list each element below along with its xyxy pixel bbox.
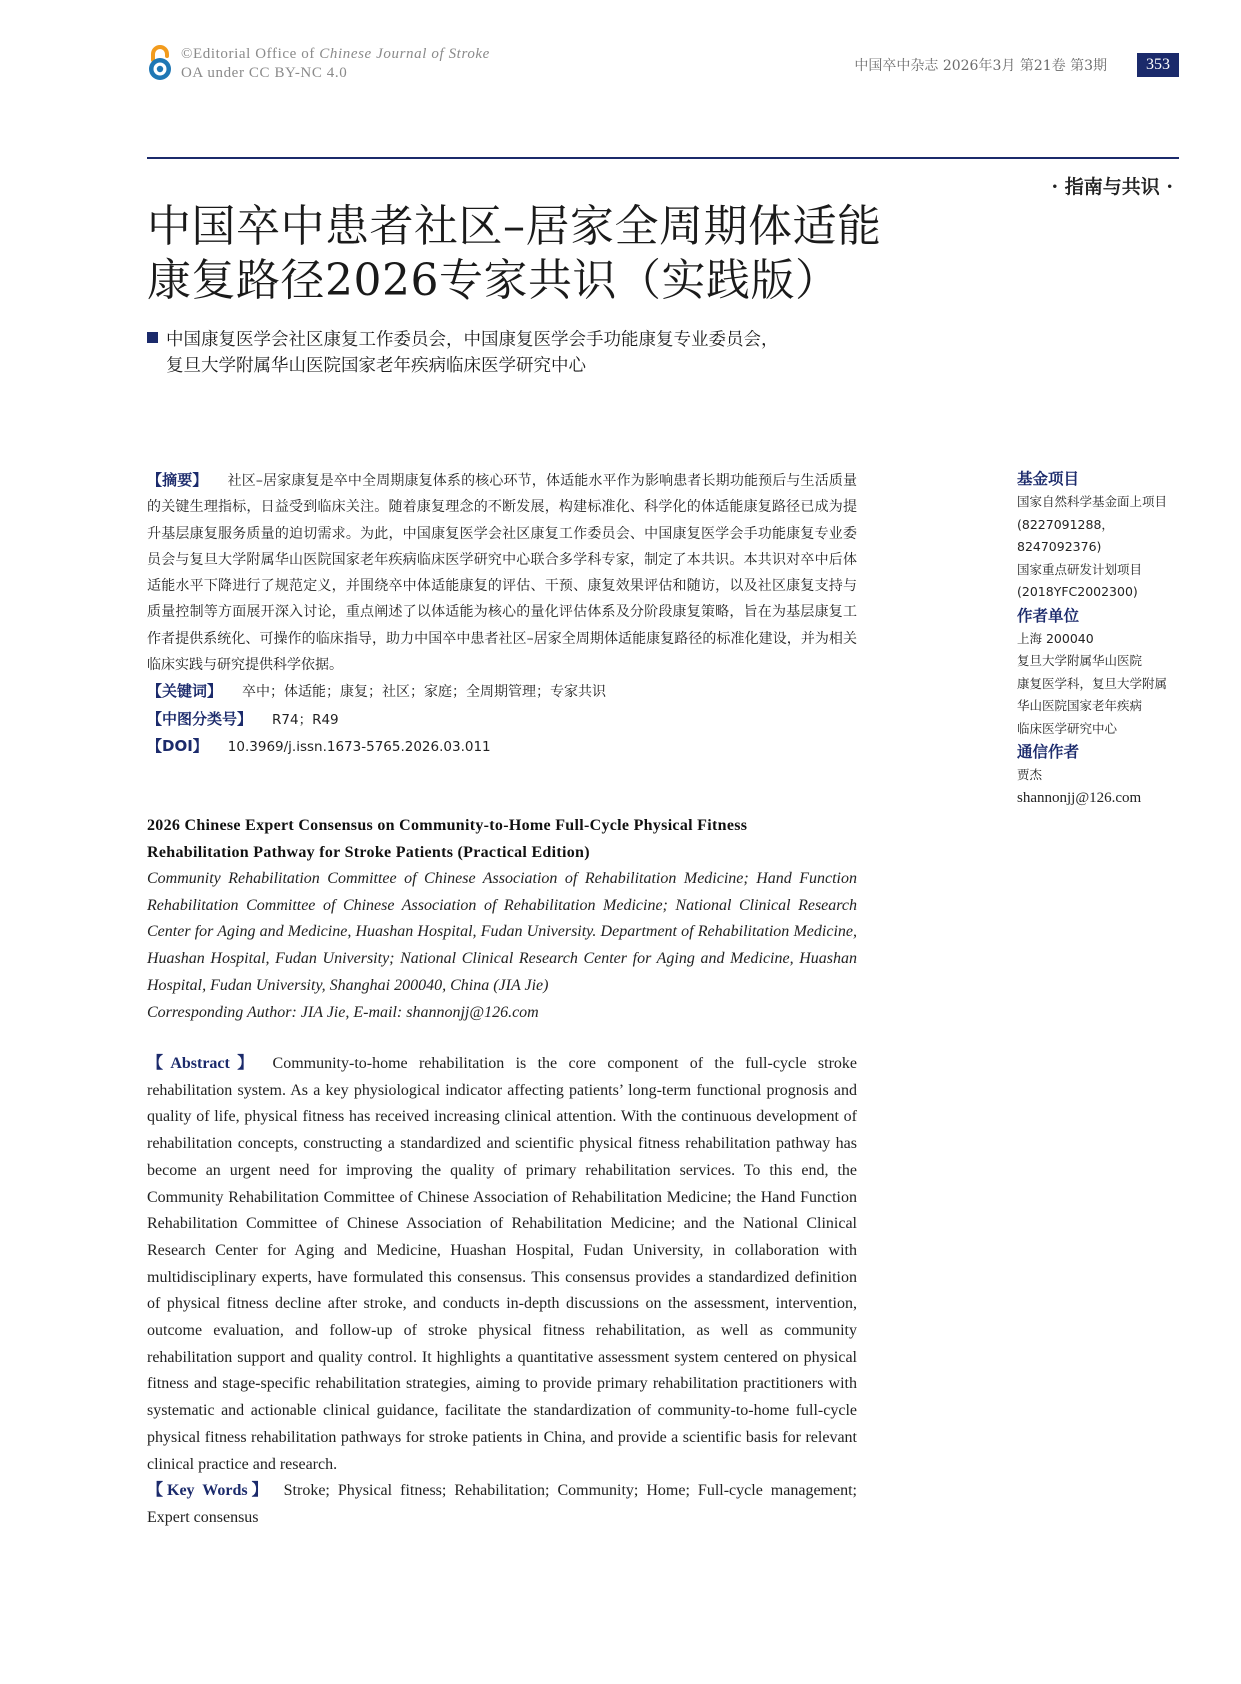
article-title [147,200,967,308]
header-divider [147,157,1179,159]
article-title-line2: 康复路径2026专家共识（实践版） [147,255,840,306]
doi [147,733,857,760]
article-title-line1: 中国卒中患者社区–居家全周期体适能 [147,201,882,252]
abstract-text-zh: 社区–居家康复是卒中全周期康复体系的核心环节，体适能水平作为影响患者长期功能预后与生活质量的关键生理指标，日益受到临床关注。随着康复理念的不断发展，构建标准化、科学化的体适能康复路径已成为提升基层康复服务质量的迫切需求。为此，中国康复医学会社区康复工作委员会、中国康复医学会手功能康复专业委员会与复旦大学附属华山医院国家老年疾病临床医学研究中心联合多学科专家，制定了本共识。本共识对卒中后体适能水平下降进行了规范定义，并围绕卒中体适能康复的评估、干预、康复效果评估和随访，以及社区康复支持与质量控制等方面展开深入讨论，重点阐述了以体适能为核心的量化评估体系及分阶段康复策略，旨在为基层康复工作者提供系统化、可操作的临床指导，助力中国卒中患者社区–居家全周期体适能康复路径的标准化建设，并为相关临床实践与研究提供科学依据。 [147,473,857,674]
keywords-label-en: 【Key Words】 [147,1482,272,1500]
fund-item-1: 国家自然科学基金面上项目 [1017,494,1168,509]
chinese-abstract-block [147,467,857,760]
fund-label: 基金项目 [1017,470,1080,488]
fund-item-1-ids: (8227091288，8247092376) [1017,516,1114,554]
keywords-value-zh: 卒中；体适能；康复；社区；家庭；全周期管理；专家共识 [242,684,607,701]
author-line2: 复旦大学附属华山医院国家老年疾病临床医学研究中心 [166,356,586,376]
journal-issue-info: 中国卒中杂志 2026年3月 第21卷 第3期 [854,58,1107,74]
corresponding-label: 通信作者 [1017,743,1080,761]
doi-label: 【DOI】 [147,736,208,755]
english-abstract [147,1051,857,1478]
abstract-label-en: 【Abstract】 [147,1055,261,1072]
english-title-line2: Rehabilitation Pathway for Stroke Patients (Practical Edition) [147,843,590,861]
doi-link[interactable]: 10.3969/j.issn.1673-5765.2026.03.011 [227,738,491,755]
author-line1: 中国康复医学会社区康复工作委员会，中国康复医学会手功能康复专业委员会， [166,330,779,350]
oa-journal-name: Chinese Journal of Stroke [319,46,490,62]
english-affiliation-block [147,866,857,1026]
keywords-value-en: Stroke; Physical fitness; Rehabilitation; Community; Home; Full-cycle management; Expert consensus [147,1482,857,1526]
page-number-badge: 353 [1137,53,1179,77]
keywords-en [147,1478,857,1531]
affiliation-line2: 康复医学科，复旦大学附属 [1017,675,1168,691]
english-title [147,813,857,866]
clc-number [147,706,857,733]
side-info-column [1017,467,1192,809]
english-corresponding: Corresponding Author: JIA Jie, E-mail: shannonjj@126.com [147,1003,539,1021]
fund-item-2: 国家重点研发计划项目 [1017,561,1143,577]
english-abstract-block [147,1051,857,1532]
keywords-zh [147,678,857,705]
corresponding-name: 贾杰 [1017,767,1043,782]
affiliation-postal: 上海 200040 [1017,630,1094,646]
author-groups [147,327,867,379]
affiliation-label: 作者单位 [1017,606,1080,625]
keywords-label-zh: 【关键词】 [147,682,223,701]
bullet-square-icon [147,332,158,343]
fund-item-2-id: (2018YFC2002300) [1017,584,1138,599]
open-access-lock-icon [145,44,175,82]
abstract-text-en: Community-to-home rehabilitation is the core component of the full-cycle stroke rehabilitation system. As a key physiological indicator affecting patients’ long-term functional prognosis and quality of life, physical fitness has received increasing clinical attention. With the continuous development of rehabilitation concepts, constructing a standardized and scientific physical fitness rehabilitation pathway has become an urgent need for improving the quality of primary rehabilitation services. To this end, the Community Rehabilitation Committee of Chinese Association of Rehabilitation Medicine; the Hand Function Rehabilitation Committee of Chinese Association of Rehabilitation Medicine; and the National Clinical Research Center for Aging and Medicine, Huashan Hospital, Fudan University, in collaboration with multidisciplinary experts, have formulated this consensus. This consensus provides a standardized definition of physical fitness decline after stroke, and conducts in-depth discussions on the assessment, intervention, outcome evaluation, and follow-up of stroke physical fitness rehabilitation, as well as community rehabilitation support and quality control. It highlights a quantitative assessment system centered on physical fitness and stage-specific rehabilitation strategies, aiming to provide primary rehabilitation practitioners with systematic and actionable clinical guidance, facilitate the standardization of community-to-home full-cycle physical fitness rehabilitation pathways for stroke patients in China, and provide a scientific basis for relevant clinical practice and research. [147,1055,857,1473]
oa-license: OA under CC BY-NC 4.0 [181,65,348,81]
clc-label: 【中图分类号】 [147,709,253,728]
section-tag: · 指南与共识 · [1051,176,1173,198]
oa-copyright: ©Editorial Office of [181,46,320,62]
corresponding-email[interactable]: shannonjj@126.com [1017,789,1142,806]
oa-license-text [181,45,490,83]
affiliation-line3: 华山医院国家老年疾病 [1017,698,1143,713]
english-affiliation: Community Rehabilitation Committee of Chinese Association of Rehabilitation Medicine; Hand Function Rehabilitation Committee of Chinese Association of Rehabilitation Medicine; National Clinical Research Center for Aging and Medicine, Huashan Hospital, Fudan University. Department of Rehabilitation Medicine, Huashan Hospital, Fudan University; National Clinical Research Center for Aging and Medicine, Huashan Hospital, Fudan University, Shanghai 200040, China (JIA Jie) [147,870,857,994]
chinese-abstract [147,467,857,678]
abstract-label-zh: 【摘要】 [147,471,208,489]
english-title-line1: 2026 Chinese Expert Consensus on Community-to-Home Full-Cycle Physical Fitness [147,817,748,834]
clc-value: R74；R49 [272,711,339,728]
affiliation-line1: 复旦大学附属华山医院 [1017,653,1143,668]
affiliation-line4: 临床医学研究中心 [1017,720,1118,736]
